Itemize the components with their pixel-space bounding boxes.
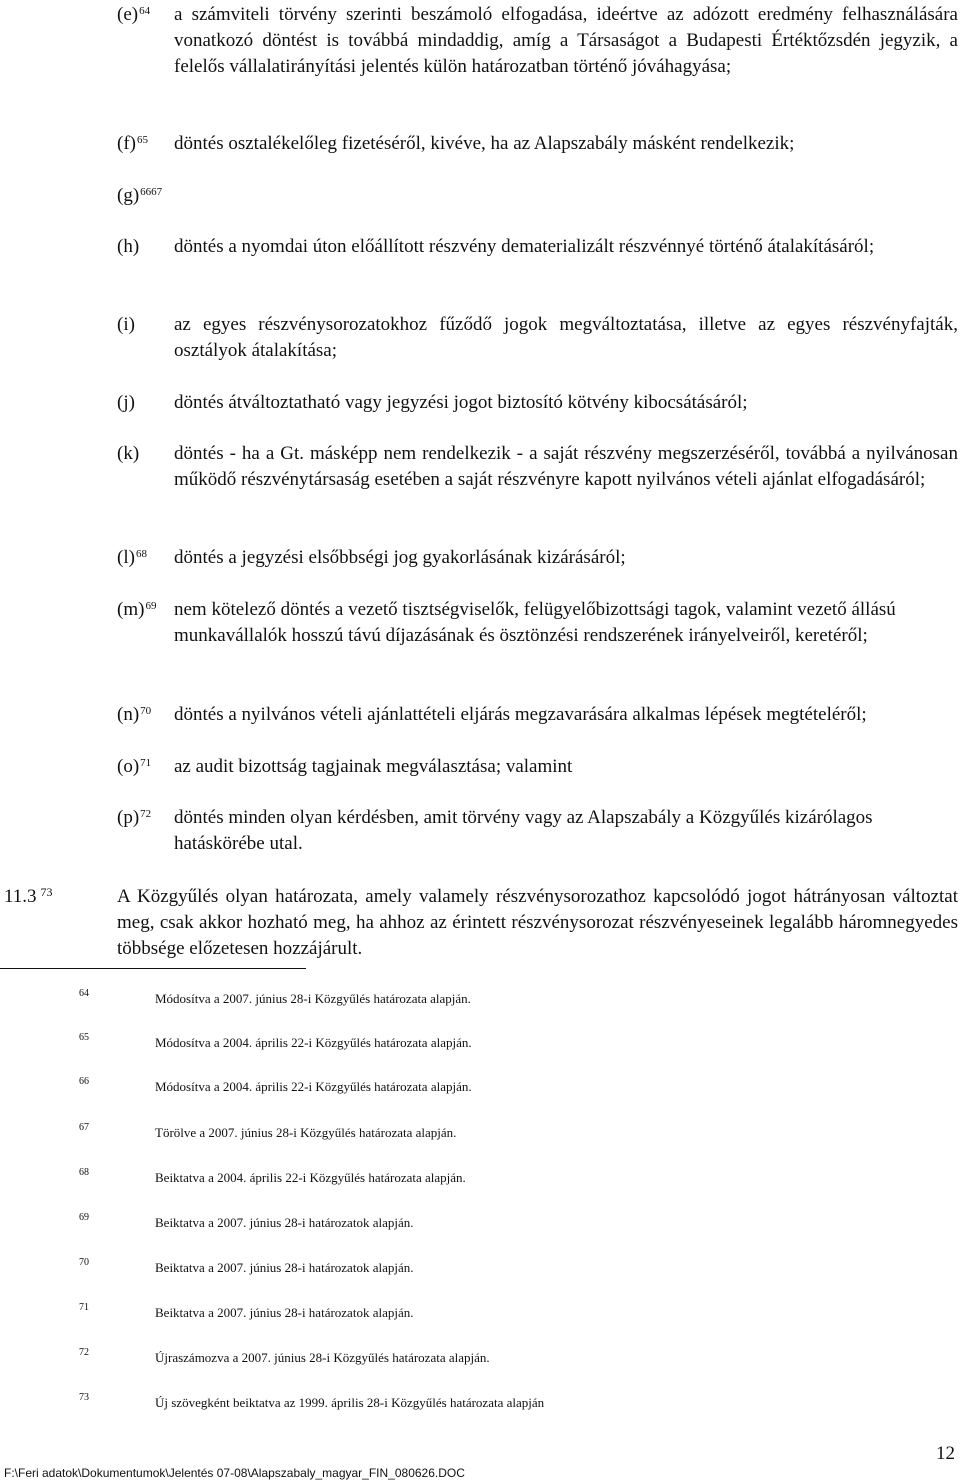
item-label: (h) bbox=[117, 236, 140, 257]
footnote-ref[interactable]: 72 bbox=[140, 808, 152, 820]
footnote-ref[interactable]: 71 bbox=[140, 757, 152, 769]
footnote-number: 66 bbox=[79, 1076, 89, 1087]
item-text: nem kötelező döntés a vezető tisztségviselők, felügyelőbizottsági tagok, valamint vezető állású munkavállalók hosszú távú díjazásának és ösztönzési rendszerének irányelveiről, keretéről; bbox=[174, 599, 896, 646]
item-text: döntés a nyomdai úton előállított részvény dematerializált részvénnyé történő átalakításáról; bbox=[174, 236, 875, 257]
item-label bbox=[117, 545, 147, 571]
item-label bbox=[117, 702, 151, 728]
footnote-text: Beiktatva a 2007. június 28-i határozatok alapján. bbox=[155, 1260, 414, 1275]
section-number bbox=[4, 884, 53, 910]
footnote-text: Módosítva a 2004. április 22-i Közgyűlés határozata alapján. bbox=[155, 1035, 472, 1050]
item-label-text: (e) bbox=[117, 4, 139, 25]
page-number: 12 bbox=[936, 1443, 955, 1464]
item-label-text: (m) bbox=[117, 599, 145, 620]
item-text: döntés - ha a Gt. másképp nem rendelkezik - a saját részvény megszerzéséről, továbbá a nyilvánosan működő részvénytársaság esetében a saját részvényre kapott nyilvános vételi ajánlat elfogadásáról; bbox=[174, 443, 958, 490]
footnote-text: Beiktatva a 2007. június 28-i határozatok alapján. bbox=[155, 1215, 414, 1230]
footnote-text: Újraszámozva a 2007. június 28-i Közgyűlés határozata alapján. bbox=[155, 1350, 490, 1365]
footnote-ref[interactable]: 70 bbox=[140, 705, 152, 717]
footnote-number: 73 bbox=[79, 1392, 89, 1403]
footnote-number: 68 bbox=[79, 1167, 89, 1178]
item-text: döntés a jegyzési elsőbbségi jog gyakorlásának kizárásáról; bbox=[174, 547, 626, 568]
footnote-number: 71 bbox=[79, 1302, 89, 1313]
item-label-text: (o) bbox=[117, 756, 140, 777]
footnote-text: Törölve a 2007. június 28-i Közgyűlés határozata alapján. bbox=[155, 1125, 457, 1140]
item-label bbox=[117, 131, 148, 157]
item-label: (k) bbox=[117, 443, 140, 464]
footnote-ref[interactable]: 69 bbox=[145, 600, 157, 612]
item-label bbox=[117, 183, 162, 209]
section-text: A Közgyűlés olyan határozata, amely valamely részvénysorozathoz kapcsolódó jogot hátrányosan változtat meg, csak akkor hozható meg, ha ahhoz az érintett részvénysorozat részvényeseinek legalább háromnegyedes többsége előzetesen hozzájárult. bbox=[117, 886, 958, 959]
footnote-text: Beiktatva a 2004. április 22-i Közgyűlés határozata alapján. bbox=[155, 1170, 466, 1185]
item-text: az audit bizottság tagjainak megválasztása; valamint bbox=[174, 756, 573, 777]
footnote-ref[interactable]: 64 bbox=[139, 5, 151, 17]
item-text: döntés a nyilvános vételi ajánlattételi eljárás megzavarására alkalmas lépések megtételéről; bbox=[174, 704, 867, 725]
item-label-text: (f) bbox=[117, 133, 136, 154]
item-label bbox=[117, 805, 151, 831]
item-text: az egyes részvénysorozatokhoz fűződő jogok megváltoztatása, illetve az egyes részvényfajták, osztályok átalakítása; bbox=[174, 314, 958, 361]
item-label-text: (g) bbox=[117, 185, 140, 206]
footnote-text: Módosítva a 2004. április 22-i Közgyűlés határozata alapján. bbox=[155, 1079, 472, 1094]
footnote-number: 65 bbox=[79, 1032, 89, 1043]
item-label-text: (p) bbox=[117, 807, 140, 828]
footnote-ref[interactable]: 65 bbox=[136, 134, 148, 146]
item-text: döntés osztalékelőleg fizetéséről, kivéve, ha az Alapszabály másként rendelkezik; bbox=[174, 133, 795, 154]
item-label bbox=[117, 597, 156, 623]
footnote-number: 67 bbox=[79, 1122, 89, 1133]
item-label: (i) bbox=[117, 314, 135, 335]
item-text: döntés átváltoztatható vagy jegyzési jogot biztosító kötvény kibocsátásáról; bbox=[174, 392, 748, 413]
item-label-text: (n) bbox=[117, 704, 140, 725]
footnote-text: Beiktatva a 2007. június 28-i határozatok alapján. bbox=[155, 1305, 414, 1320]
footnote-text: Új szövegként beiktatva az 1999. április 28-i Közgyűlés határozata alapján bbox=[155, 1395, 545, 1410]
footnote-number: 72 bbox=[79, 1347, 89, 1358]
item-text: a számviteli törvény szerinti beszámoló elfogadása, ideértve az adózott eredmény felhasználására vonatkozó döntést is továbbá mindaddig, amíg a Társaságot a Budapesti Értéktőzsdén jegyzik, a felelős vállalatirányítási jelentés külön határozatban történő jóváhagyása; bbox=[174, 4, 958, 77]
footnote-ref[interactable]: 6667 bbox=[140, 186, 163, 198]
item-label bbox=[117, 754, 151, 780]
footnote-ref[interactable]: 68 bbox=[135, 548, 147, 560]
footnote-number: 69 bbox=[79, 1212, 89, 1223]
file-path: F:\Feri adatok\Dokumentumok\Jelentés 07-08\Alapszabaly_magyar_FIN_080626.DOC bbox=[4, 1466, 465, 1480]
section-number-text: 11.3 bbox=[4, 886, 37, 907]
footnote-separator bbox=[0, 968, 306, 969]
item-label bbox=[117, 2, 150, 28]
footnote-number: 70 bbox=[79, 1257, 89, 1268]
item-label: (j) bbox=[117, 392, 135, 413]
footnote-text: Módosítva a 2007. június 28-i Közgyűlés határozata alapján. bbox=[155, 991, 471, 1006]
footnote-number: 64 bbox=[79, 988, 89, 999]
item-label-text: (l) bbox=[117, 547, 135, 568]
item-text: döntés minden olyan kérdésben, amit törvény vagy az Alapszabály a Közgyűlés kizárólagos hatáskörébe utal. bbox=[174, 807, 873, 854]
footnote-ref[interactable]: 73 bbox=[40, 885, 53, 899]
